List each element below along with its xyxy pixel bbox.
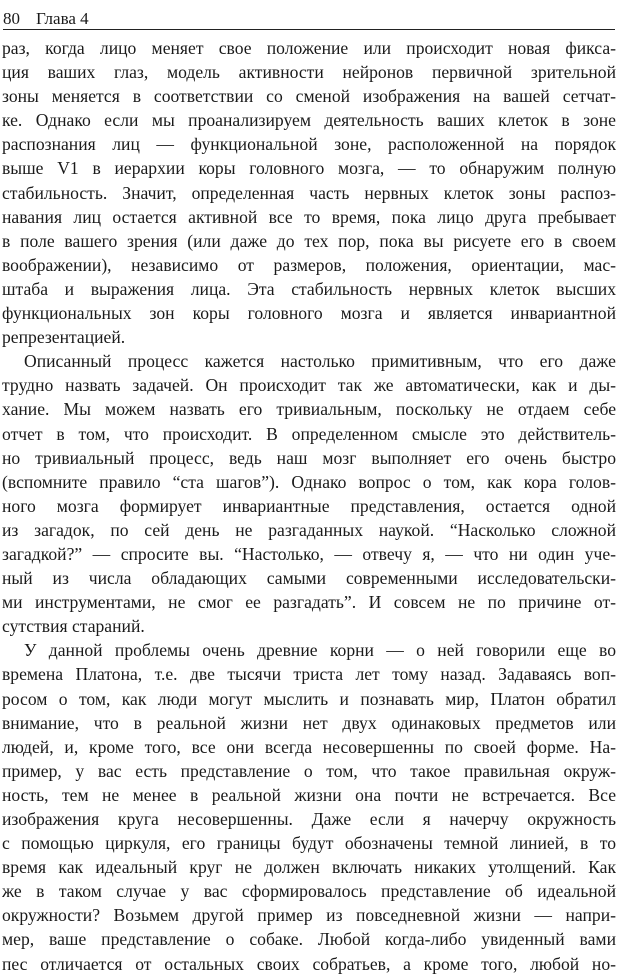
text-line: функциональных зон коры головного мозга и является инвариантной bbox=[2, 303, 616, 324]
text-line: изображения круга несовершенны. Даже если я начерчу окружность bbox=[2, 809, 616, 829]
text-line: отчет в том, что происходит. В определенном смысле это действитель- bbox=[2, 423, 616, 444]
text-line: распознания лиц — функциональной зоне, расположенной на порядок bbox=[2, 134, 616, 155]
text-line: с помощью циркуля, его границы будут обозначены темной линией, в то bbox=[2, 833, 616, 854]
text-line: штаба и выражения лица. Эта стабильность нервных клеток высших bbox=[2, 278, 616, 299]
text-line: в поле вашего зрения (или даже до тех пор, пока вы рисуете его в своем bbox=[2, 230, 616, 251]
text-line: навания лиц остается активной все то время, пока лицо друга пребывает bbox=[2, 206, 616, 227]
text-line: из загадок, по сей день не разгаданных наукой. “Насколько сложной bbox=[2, 519, 616, 540]
text-line: ного мозга формирует инвариантные представления, остается одной bbox=[2, 495, 616, 516]
body-text bbox=[2, 36, 616, 976]
text-line: внимание, что в реальной жизни нет двух одинаковых предметов или bbox=[2, 712, 616, 733]
text-line: загадкой?” — спросите вы. “Настолько, — отвечу я, — что ни один уче- bbox=[2, 543, 616, 564]
text-line: ке. Однако если мы проанализируем деятельность ваших клеток в зоне bbox=[2, 110, 616, 131]
text-line: (вспомните правило “ста шагов”). Однако вопрос о том, как кора голов- bbox=[2, 471, 616, 492]
text-line: людей, и, кроме того, все они всегда несовершенны по своей форме. На- bbox=[2, 736, 616, 757]
text-line: Описанный процесс кажется настолько примитивным, что его даже bbox=[24, 351, 616, 372]
text-line: воображении), независимо от размеров, положения, ориентации, мас- bbox=[2, 254, 616, 275]
paragraph bbox=[2, 349, 616, 638]
paragraph bbox=[2, 36, 616, 349]
text-line: ми инструментами, не смог ее разгадать”. И совсем не по причине от- bbox=[2, 592, 616, 613]
text-line: хание. Мы можем назвать его тривиальным, поскольку не отдаем себе bbox=[2, 399, 616, 420]
text-line: ность, тем не менее в реальной жизни она почти не встречается. Все bbox=[2, 784, 616, 805]
text-line: ный из числа обладающих самыми современными исследовательски- bbox=[2, 568, 616, 589]
text-line: зоны меняется в соответствии со сменой изображения на вашей сетчат- bbox=[2, 86, 616, 107]
text-line: времена Платона, т.е. две тысячи триста лет тому назад. Задаваясь воп- bbox=[2, 664, 616, 685]
running-header bbox=[3, 0, 615, 30]
text-line: стабильность. Значит, определенная часть нервных клеток зоны распоз- bbox=[2, 182, 616, 203]
text-line: же в таком случае у вас сформировалось представление об идеальной bbox=[2, 881, 616, 902]
text-line: мер, ваше представление о собаке. Любой когда-либо увиденный вами bbox=[2, 929, 616, 950]
chapter-title: Глава 4 bbox=[36, 9, 89, 28]
text-line: раз, когда лицо меняет свое положение или происходит новая фикса- bbox=[2, 38, 616, 58]
text-line: но тривиальный процесс, ведь наш мозг выполняет его очень быстро bbox=[2, 447, 616, 468]
text-line: росом о том, как люди могут мыслить и познавать мир, Платон обратил bbox=[2, 688, 616, 709]
text-line: выше V1 в иерархии коры головного мозга, — то обнаружим полную bbox=[2, 158, 616, 179]
text-line: пример, у вас есть представление о том, что такое правильная окруж- bbox=[2, 760, 616, 781]
text-line: окружности? Возьмем другой пример из повседневной жизни — напри- bbox=[2, 905, 616, 926]
text-line: У данной проблемы очень древние корни — о ней говорили еще во bbox=[24, 640, 616, 661]
text-line: трудно назвать задачей. Он происходит так же автоматически, как и ды- bbox=[2, 375, 616, 396]
text-line: время как идеальный круг не должен включать никаких утолщений. Как bbox=[2, 857, 616, 878]
text-line: ция ваших глаз, модель активности нейронов первичной зрительной bbox=[2, 62, 616, 83]
page-number: 80 bbox=[3, 9, 20, 28]
header-rule bbox=[3, 29, 615, 30]
paragraph bbox=[2, 638, 616, 975]
text-line: репрезентацией. bbox=[2, 327, 126, 348]
text-line: пес отличается от остальных своих собратьев, а кроме того, любой но- bbox=[2, 953, 616, 974]
text-line: сутствия стараний. bbox=[2, 616, 145, 637]
